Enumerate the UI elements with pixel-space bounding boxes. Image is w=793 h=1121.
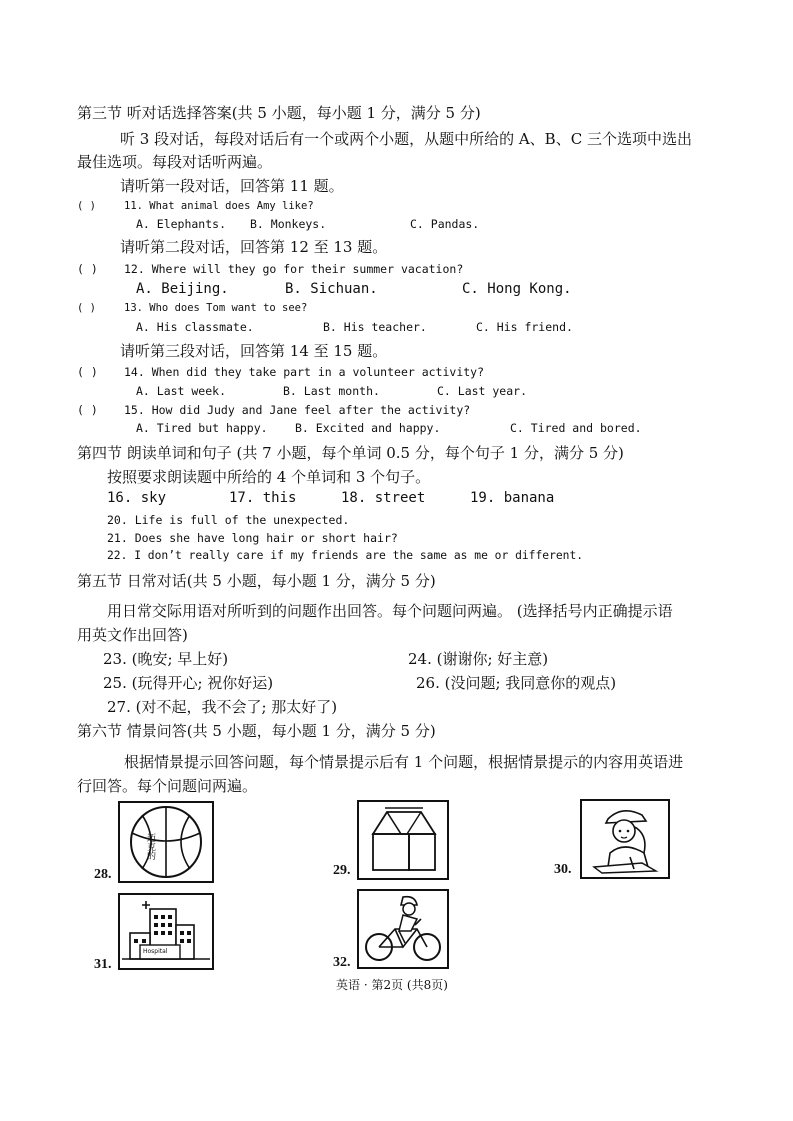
word-17: 17. this bbox=[229, 490, 297, 506]
q14-option-b: B. Last month. bbox=[283, 384, 380, 398]
q31-number: 31. bbox=[94, 957, 112, 972]
q11-text: 11. What animal does Amy like? bbox=[124, 200, 314, 212]
q12-text: 12. Where will they go for their summer vacation? bbox=[124, 262, 464, 276]
dialog3-prompt: 请听第三段对话，回答第 14 至 15 题。 bbox=[120, 342, 388, 360]
q15-answer-blank: ( ) bbox=[77, 403, 98, 417]
q23: 23. (晚安; 早上好) bbox=[103, 650, 229, 668]
section3-heading: 第三节 听对话选择答案(共 5 小题，每小题 1 分，满分 5 分) bbox=[77, 104, 481, 122]
q13-answer-blank: ( ) bbox=[77, 302, 96, 314]
q11-answer-blank: ( ) bbox=[77, 200, 96, 212]
sentence-22: 22. I don’t really care if my friends are the same as me or different. bbox=[107, 549, 584, 562]
hospital-icon bbox=[120, 895, 212, 968]
section6-instruction-line2: 行回答。每个问题问两遍。 bbox=[77, 777, 258, 795]
sentence-20: 20. Life is full of the unexpected. bbox=[107, 513, 350, 527]
q14-answer-blank: ( ) bbox=[77, 365, 98, 379]
section6-instruction-line1: 根据情景提示回答问题，每个情景提示后有 1 个问题，根据情景提示的内容用英语进 bbox=[124, 753, 684, 771]
q24: 24. (谢谢你; 好主意) bbox=[408, 650, 549, 668]
q14-option-c: C. Last year. bbox=[437, 384, 528, 398]
girl-writing-picture bbox=[580, 799, 670, 879]
q27: 27. (对不起，我不会了; 那太好了) bbox=[107, 698, 338, 716]
section3-instruction-line2: 最佳选项。每段对话听两遍。 bbox=[77, 153, 273, 171]
dialog1-prompt: 请听第一段对话，回答第 11 题。 bbox=[120, 177, 344, 195]
q15-option-b: B. Excited and happy. bbox=[295, 421, 441, 435]
cycling-icon bbox=[359, 891, 447, 967]
q12-answer-blank: ( ) bbox=[77, 262, 98, 276]
q14-option-a: A. Last week. bbox=[136, 384, 227, 398]
section5-instruction-line1: 用日常交际用语对所听到的问题作出回答。每个问题问两遍。 (选择括号内正确提示语 bbox=[107, 602, 673, 620]
q26: 26. (没问题; 我同意你的观点) bbox=[416, 674, 617, 692]
q14-text: 14. When did they take part in a volunteer activity? bbox=[124, 365, 485, 379]
q29-number: 29. bbox=[333, 863, 351, 878]
section6-heading: 第六节 情景问答(共 5 小题，每小题 1 分，满分 5 分) bbox=[77, 722, 436, 740]
girl-writing-icon bbox=[582, 801, 668, 877]
milk-carton-icon bbox=[359, 802, 447, 878]
sentence-21: 21. Does she have long hair or short hair? bbox=[107, 531, 398, 545]
page-footer: 英语 · 第2页 (共8页) bbox=[336, 978, 448, 992]
basketball-label: 迈克的 bbox=[145, 833, 155, 860]
q28-number: 28. bbox=[94, 867, 112, 882]
hospital-picture bbox=[118, 893, 214, 970]
q11-option-a: A. Elephants. bbox=[136, 217, 227, 231]
word-18: 18. street bbox=[341, 490, 426, 506]
basketball-icon bbox=[120, 803, 212, 881]
q12-option-a: A. Beijing. bbox=[136, 281, 229, 297]
q12-option-b: B. Sichuan. bbox=[285, 281, 378, 297]
q15-text: 15. How did Judy and Jane feel after the activity? bbox=[124, 403, 471, 417]
section4-heading: 第四节 朗读单词和句子 (共 7 小题，每个单词 0.5 分，每个句子 1 分，满分 5 分) bbox=[77, 444, 624, 462]
boy-cycling-picture bbox=[357, 889, 449, 969]
dialog2-prompt: 请听第二段对话，回答第 12 至 13 题。 bbox=[120, 238, 388, 256]
q13-text: 13. Who does Tom want to see? bbox=[124, 302, 308, 314]
q11-option-c: C. Pandas. bbox=[410, 217, 480, 231]
q30-number: 30. bbox=[554, 862, 572, 877]
q12-option-c: C. Hong Kong. bbox=[462, 281, 572, 297]
q11-option-b: B. Monkeys. bbox=[250, 217, 327, 231]
basketball-picture bbox=[118, 801, 214, 883]
q13-option-c: C. His friend. bbox=[476, 320, 573, 334]
section4-instruction: 按照要求朗读题中所给的 4 个单词和 3 个句子。 bbox=[107, 468, 431, 486]
q25: 25. (玩得开心; 祝你好运) bbox=[103, 674, 274, 692]
word-16: 16. sky bbox=[107, 490, 167, 506]
section5-heading: 第五节 日常对话(共 5 小题，每小题 1 分，满分 5 分) bbox=[77, 572, 436, 590]
q13-option-b: B. His teacher. bbox=[323, 320, 427, 334]
word-19: 19. banana bbox=[470, 490, 555, 506]
q15-option-c: C. Tired and bored. bbox=[510, 421, 642, 435]
section3-instruction-line1: 听 3 段对话，每段对话后有一个或两个小题，从题中所给的 A、B、C 三个选项中选出 bbox=[120, 130, 692, 148]
q32-number: 32. bbox=[333, 955, 351, 970]
section5-instruction-line2: 用英文作出回答) bbox=[77, 626, 188, 644]
q15-option-a: A. Tired but happy. bbox=[136, 421, 268, 435]
q13-option-a: A. His classmate. bbox=[136, 320, 254, 334]
hospital-sign: Hospital bbox=[143, 948, 168, 955]
milk-carton-picture bbox=[357, 800, 449, 880]
